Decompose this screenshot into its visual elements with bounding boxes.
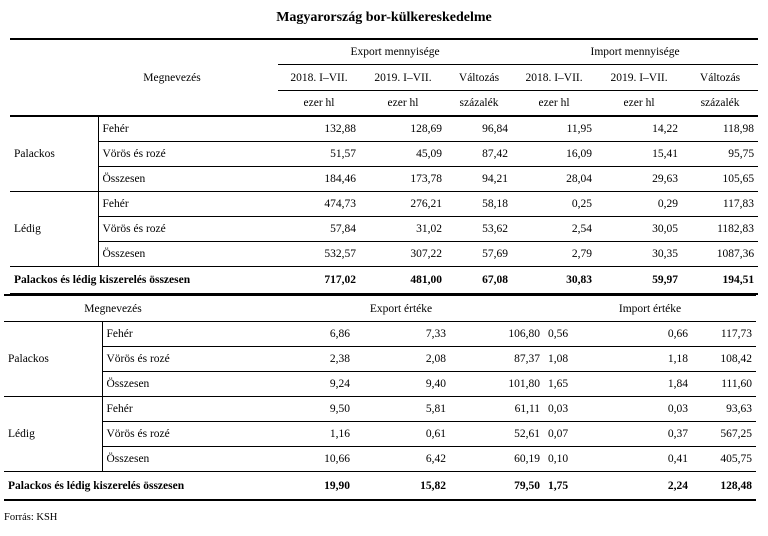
cell: 101,80 xyxy=(450,372,544,397)
cell: 128,48 xyxy=(692,472,756,501)
cell: 1,18 xyxy=(612,347,692,372)
cell: 45,09 xyxy=(360,142,446,167)
group-label: Lédig xyxy=(10,192,98,267)
megnevezes-header: Megnevezés xyxy=(4,295,258,322)
table-row xyxy=(10,217,758,242)
cell: 61,11 xyxy=(514,403,541,415)
cell: 60,19 xyxy=(450,447,544,472)
cell: 0,03 xyxy=(548,403,569,415)
cell: 9,40 xyxy=(354,372,450,397)
cell: 108,42 xyxy=(692,347,756,372)
row-label: Vörös és rozé xyxy=(102,347,258,372)
cell: 307,22 xyxy=(360,242,446,267)
row-label: Fehér xyxy=(102,198,129,210)
export-value-header: Export értéke xyxy=(258,295,544,322)
cell: 106,80 xyxy=(508,328,541,340)
cell: 5,81 xyxy=(425,403,447,415)
cell: 53,62 xyxy=(446,217,512,242)
row-label: Vörös és rozé xyxy=(98,142,278,167)
cell: 0,61 xyxy=(354,422,450,447)
unit-label: százalék xyxy=(682,91,758,117)
col-2018-export: 2018. I–VII. xyxy=(278,65,360,91)
cell: 6,42 xyxy=(354,447,450,472)
cell: 2,38 xyxy=(258,347,354,372)
cell: 0,37 xyxy=(612,422,692,447)
page-title: Magyarország bor-külkereskedelme xyxy=(276,10,492,25)
cell: 184,46 xyxy=(278,167,360,192)
cell: 405,75 xyxy=(692,447,756,472)
table-row xyxy=(4,397,756,422)
cell: 16,09 xyxy=(512,142,596,167)
table-row xyxy=(10,116,758,142)
group-label: Palackos xyxy=(10,116,98,192)
table-row xyxy=(10,242,758,267)
cell: 276,21 xyxy=(410,198,442,210)
row-label: Összesen xyxy=(98,242,278,267)
cell: 0,03 xyxy=(667,403,689,415)
col-change-export: Változás xyxy=(446,65,512,91)
source-note: Forrás: KSH xyxy=(4,512,58,523)
export-quantity-header: Export mennyisége xyxy=(278,39,512,65)
cell: 52,61 xyxy=(450,422,544,447)
unit-label: ezer hl xyxy=(596,91,682,117)
cell: 6,86 xyxy=(329,328,351,340)
cell: 111,60 xyxy=(692,372,756,397)
row-label: Fehér xyxy=(106,328,133,340)
cell: 87,37 xyxy=(450,347,544,372)
cell: 567,25 xyxy=(692,422,756,447)
cell: 1182,83 xyxy=(682,217,758,242)
cell: 0,25 xyxy=(571,198,593,210)
table-row xyxy=(10,142,758,167)
row-label: Fehér xyxy=(102,123,129,135)
cell: 0,41 xyxy=(612,447,692,472)
cell: 57,84 xyxy=(278,217,360,242)
cell: 1087,36 xyxy=(682,242,758,267)
cell: 28,04 xyxy=(512,167,596,192)
cell: 7,33 xyxy=(425,328,447,340)
value-table xyxy=(4,294,756,501)
row-label: Fehér xyxy=(106,403,133,415)
cell: 117,73 xyxy=(720,328,753,340)
col-2019-import: 2019. I–VII. xyxy=(596,65,682,91)
cell: 9,24 xyxy=(258,372,354,397)
cell: 132,88 xyxy=(324,123,356,135)
col-change-import: Változás xyxy=(682,65,758,91)
cell: 29,63 xyxy=(596,167,682,192)
cell: 14,22 xyxy=(652,123,679,135)
col-2019-export: 2019. I–VII. xyxy=(360,65,446,91)
table-row xyxy=(4,447,756,472)
row-label: Összesen xyxy=(102,372,258,397)
unit-label: ezer hl xyxy=(512,91,596,117)
total-label: Palackos és lédig kiszerelés összesen xyxy=(4,472,258,501)
cell: 15,41 xyxy=(596,142,682,167)
col-2018-import: 2018. I–VII. xyxy=(512,65,596,91)
cell: 105,65 xyxy=(682,167,758,192)
cell: 30,83 xyxy=(512,267,596,295)
row-label: Vörös és rozé xyxy=(102,422,258,447)
cell: 481,00 xyxy=(360,267,446,295)
cell: 94,21 xyxy=(446,167,512,192)
total-label: Palackos és lédig kiszerelés összesen xyxy=(10,267,278,295)
cell: 95,75 xyxy=(682,142,758,167)
group-label: Palackos xyxy=(4,322,102,397)
cell: 87,42 xyxy=(446,142,512,167)
table-row xyxy=(4,347,756,372)
table-row xyxy=(4,322,756,347)
cell: 1,08 xyxy=(544,347,612,372)
cell: 51,57 xyxy=(278,142,360,167)
cell: 1,16 xyxy=(258,422,354,447)
row-label: Összesen xyxy=(102,447,258,472)
cell: 57,69 xyxy=(446,242,512,267)
cell: 0,29 xyxy=(657,198,679,210)
cell: 19,90 xyxy=(258,472,354,501)
cell: 96,84 xyxy=(482,123,509,135)
cell: 11,95 xyxy=(566,123,593,135)
cell: 0,66 xyxy=(667,328,689,340)
cell: 2,79 xyxy=(512,242,596,267)
cell: 93,63 xyxy=(726,403,753,415)
import-quantity-header: Import mennyisége xyxy=(512,39,758,65)
import-value-header: Import értéke xyxy=(544,295,756,322)
cell: 2,24 xyxy=(612,472,692,501)
table-row xyxy=(4,422,756,447)
total-row xyxy=(10,267,758,295)
megnevezes-header: Megnevezés xyxy=(143,71,201,84)
cell: 67,08 xyxy=(446,267,512,295)
cell: 31,02 xyxy=(360,217,446,242)
cell: 1,75 xyxy=(544,472,612,501)
row-label: Összesen xyxy=(98,167,278,192)
cell: 59,97 xyxy=(596,267,682,295)
group-label: Lédig xyxy=(4,397,102,472)
cell: 128,69 xyxy=(410,123,442,135)
quantity-table xyxy=(10,38,758,295)
cell: 30,05 xyxy=(596,217,682,242)
cell: 173,78 xyxy=(360,167,446,192)
cell: 58,18 xyxy=(482,198,509,210)
total-row xyxy=(4,472,756,501)
cell: 117,83 xyxy=(722,198,755,210)
cell: 532,57 xyxy=(278,242,360,267)
cell: 1,84 xyxy=(612,372,692,397)
cell: 30,35 xyxy=(596,242,682,267)
cell: 717,02 xyxy=(278,267,360,295)
cell: 118,98 xyxy=(722,123,755,135)
table-row xyxy=(4,372,756,397)
table-row xyxy=(10,167,758,192)
unit-label: százalék xyxy=(446,91,512,117)
cell: 2,54 xyxy=(512,217,596,242)
cell: 0,10 xyxy=(544,447,612,472)
cell: 10,66 xyxy=(258,447,354,472)
cell: 194,51 xyxy=(682,267,758,295)
row-label: Vörös és rozé xyxy=(98,217,278,242)
cell: 1,65 xyxy=(544,372,612,397)
cell: 2,08 xyxy=(354,347,450,372)
cell: 15,82 xyxy=(354,472,450,501)
cell: 0,07 xyxy=(544,422,612,447)
table-row xyxy=(10,192,758,217)
unit-label: ezer hl xyxy=(360,91,446,117)
cell: 0,56 xyxy=(548,328,569,340)
cell: 9,50 xyxy=(329,403,351,415)
cell: 79,50 xyxy=(450,472,544,501)
unit-label: ezer hl xyxy=(278,91,360,117)
cell: 474,73 xyxy=(324,198,356,210)
